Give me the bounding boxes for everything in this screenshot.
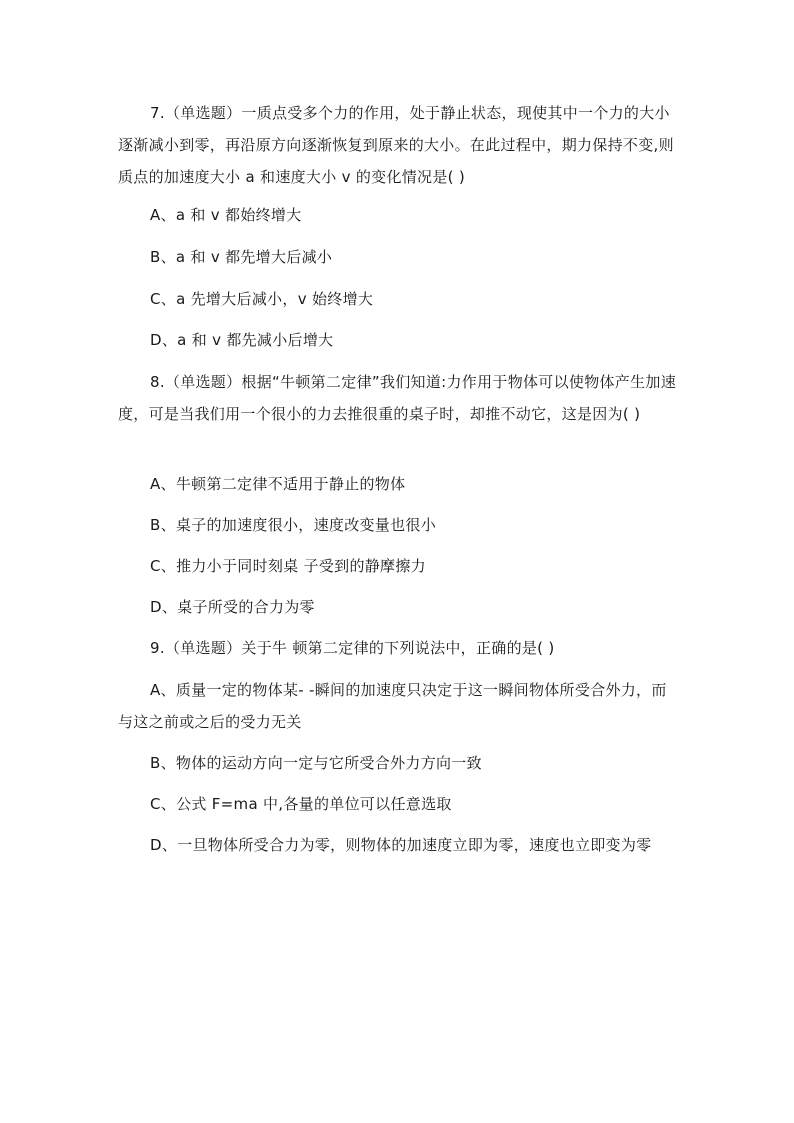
question-7-option-a: A、a 和 v 都始终增大 — [150, 206, 302, 224]
question-8-option-b: B、桌子的加速度很小，速度改变量也很小 — [150, 516, 436, 534]
question-8-stem: 8.（单选题）根据“牛顿第二定律”我们知道:力作用于物体可以使物体产生加速度，可是当我们用一个很小的力去推很重的桌子时，却推不动它，这是因为( ) — [118, 373, 677, 423]
question-8-option-d: D、桌子所受的合力为零 — [150, 598, 315, 616]
question-9-option-d: D、一旦物体所受合力为零，则物体的加速度立即为零，速度也立即变为零 — [150, 836, 652, 854]
question-7-stem: 7.（单选题）一质点受多个力的作用，处于静止状态，现使其中一个力的大小逐渐减小到零，再沿原方向逐渐恢复到原来的大小。在此过程中，期力保持不变,则质点的加速度大小 a 和速度大小 v 的变化情况是( ) — [118, 104, 674, 186]
question-8-option-c: C、推力小于同时刻桌 子受到的静摩擦力 — [150, 557, 426, 575]
question-7-option-b: B、a 和 v 都先增大后减小 — [150, 248, 333, 266]
question-9-stem: 9.（单选题）关于牛 顿第二定律的下列说法中，正确的是( ) — [150, 639, 555, 657]
question-7-option-d: D、a 和 v 都先减小后增大 — [150, 331, 334, 349]
question-9-option-a: A、质量一定的物体某- -瞬间的加速度只决定于这一瞬间物体所受合外力，而与这之前或之后的受力无关 — [118, 681, 667, 731]
question-8-option-a: A、牛顿第二定律不适用于静止的物体 — [150, 475, 406, 493]
question-7-option-c: C、a 先增大后减小，v 始终增大 — [150, 290, 374, 308]
question-9-option-b: B、物体的运动方向一定与它所受合外力方向一致 — [150, 754, 482, 772]
question-9-option-c: C、公式 F=ma 中,各量的单位可以任意选取 — [150, 795, 452, 813]
